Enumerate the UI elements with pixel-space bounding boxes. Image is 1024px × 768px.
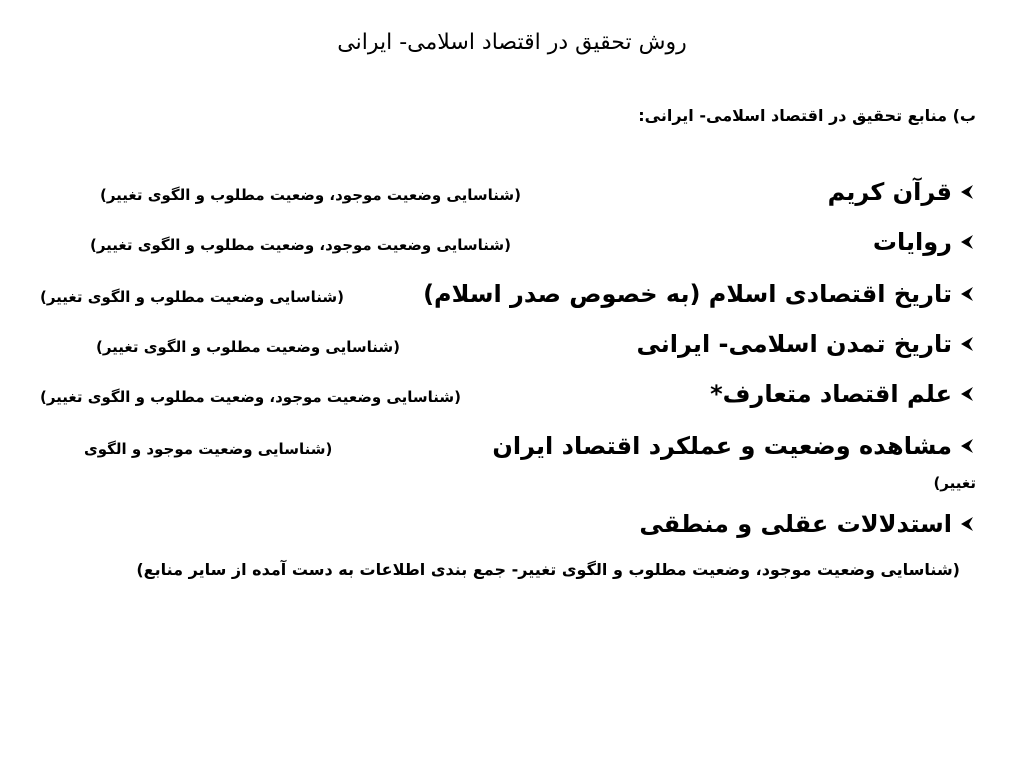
list-item (30, 280, 976, 320)
list-item-main (423, 280, 976, 308)
list-item-label: مشاهده وضعیت و عملکرد اقتصاد ایران (492, 432, 952, 460)
list-item-label: استدلالات عقلی و منطقی (639, 510, 952, 538)
list-item-label: علم اقتصاد متعارف* (710, 380, 952, 408)
arrowhead-bullet-icon (958, 285, 976, 303)
list-item-main (636, 330, 976, 358)
list-item (30, 380, 976, 420)
list-item-main (873, 228, 976, 256)
list-item-note: (شناسایی وضعیت مطلوب و الگوی تغییر) (40, 288, 344, 306)
list-item-note: (شناسایی وضعیت موجود، وضعیت مطلوب و الگوی تغییر) (40, 388, 461, 406)
list-item-main (492, 432, 976, 460)
arrowhead-bullet-icon (958, 233, 976, 251)
arrowhead-bullet-icon (958, 183, 976, 201)
list-item-label: تاریخ اقتصادی اسلام (به خصوص صدر اسلام) (423, 280, 952, 308)
list-item (30, 228, 976, 268)
list-item-main (828, 178, 976, 206)
list-item-main (639, 510, 976, 538)
list-item-label: قرآن کریم (827, 178, 952, 206)
list-item-note-continued: تغییر) (933, 474, 976, 492)
list-item-note: (شناسایی وضعیت موجود، وضعیت مطلوب و الگوی تغییر) (100, 186, 521, 204)
list-item-label: روایات (872, 228, 952, 256)
list-item-note: (شناسایی وضعیت مطلوب و الگوی تغییر) (96, 338, 400, 356)
list-item-label: تاریخ تمدن اسلامی- ایرانی (636, 330, 952, 358)
list-item-note: (شناسایی وضعیت موجود، وضعیت مطلوب و الگوی تغییر) (90, 236, 511, 254)
arrowhead-bullet-icon (958, 515, 976, 533)
arrowhead-bullet-icon (958, 335, 976, 353)
slide-title: روش تحقیق در اقتصاد اسلامی- ایرانی (337, 30, 687, 55)
arrowhead-bullet-icon (958, 437, 976, 455)
list-item (30, 178, 976, 218)
list-item (30, 510, 976, 550)
list-item (30, 330, 976, 370)
list-item (30, 432, 976, 472)
list-item-main (710, 380, 976, 408)
list-item-note: (شناسایی وضعیت موجود و الگوی (84, 440, 333, 458)
list-item-note: (شناسایی وضعیت موجود، وضعیت مطلوب و الگوی تغییر- جمع بندی اطلاعات به دست آمده از سایر منابع) (136, 560, 960, 579)
slide-subtitle: ب) منابع تحقیق در اقتصاد اسلامی- ایرانی: (638, 106, 976, 125)
arrowhead-bullet-icon (958, 385, 976, 403)
